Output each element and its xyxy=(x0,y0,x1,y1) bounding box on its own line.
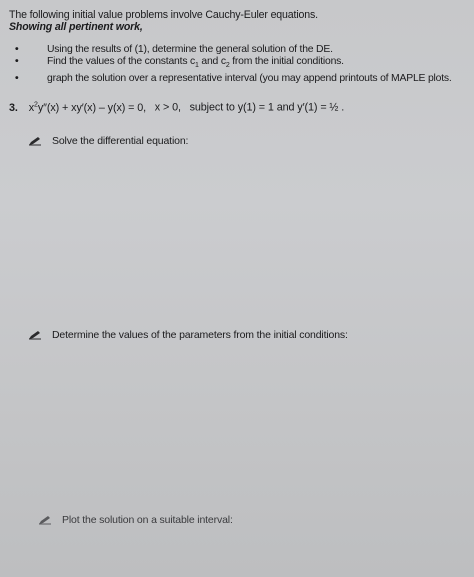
step-plot xyxy=(38,514,233,526)
constant-c1 xyxy=(190,56,199,70)
step-label: Solve the differential equation: xyxy=(52,135,189,147)
bullet-dot-icon: • xyxy=(15,44,19,55)
intro-line: The following initial value problems involve Cauchy-Euler equations. xyxy=(9,9,318,21)
pencil-icon xyxy=(28,136,42,146)
step-determine xyxy=(28,329,348,341)
bullet-dot-icon: • xyxy=(15,56,19,68)
bullet-text: graph the solution over a representative interval (you may append printouts of MAPLE plots. xyxy=(47,72,452,84)
c2-letter: c xyxy=(220,56,226,68)
instructions xyxy=(9,9,318,33)
bullet-item xyxy=(9,73,452,85)
pencil-icon xyxy=(28,330,42,340)
equation-exponent: 2 xyxy=(34,101,38,108)
bullet-text-b: from the initial conditions. xyxy=(232,56,344,68)
problem-statement xyxy=(9,101,344,114)
bullet-dot-icon: • xyxy=(15,72,19,84)
bullet-item xyxy=(9,56,452,72)
step-label: Plot the solution on a suitable interval: xyxy=(62,514,233,526)
equation-rest: y″(x) + xy′(x) – y(x) = 0, xyxy=(37,101,147,114)
and-word: and xyxy=(201,56,219,68)
equation xyxy=(29,102,146,114)
bullet-text-a: Find the values of the constants xyxy=(47,56,188,68)
intro-subline: Showing all pertinent work, xyxy=(9,21,143,33)
constant-c2 xyxy=(220,56,230,70)
domain-condition: x > 0, xyxy=(154,101,181,114)
bullet-item xyxy=(9,44,452,56)
step-solve xyxy=(28,135,188,147)
bullet-text xyxy=(47,56,344,72)
pencil-icon xyxy=(38,515,52,525)
c1-letter: c xyxy=(190,56,195,68)
initial-conditions: subject to y(1) = 1 and y′(1) = ½ . xyxy=(189,101,345,114)
bullet-list xyxy=(9,44,452,85)
step-label: Determine the values of the parameters from the initial conditions: xyxy=(52,329,348,341)
equation-x: x xyxy=(28,101,35,114)
c2-subscript: 2 xyxy=(225,62,230,70)
problem-number: 3. xyxy=(9,101,18,114)
bullet-text: Using the results of (1), determine the general solution of the DE. xyxy=(47,44,333,55)
c1-subscript: 1 xyxy=(195,62,199,70)
